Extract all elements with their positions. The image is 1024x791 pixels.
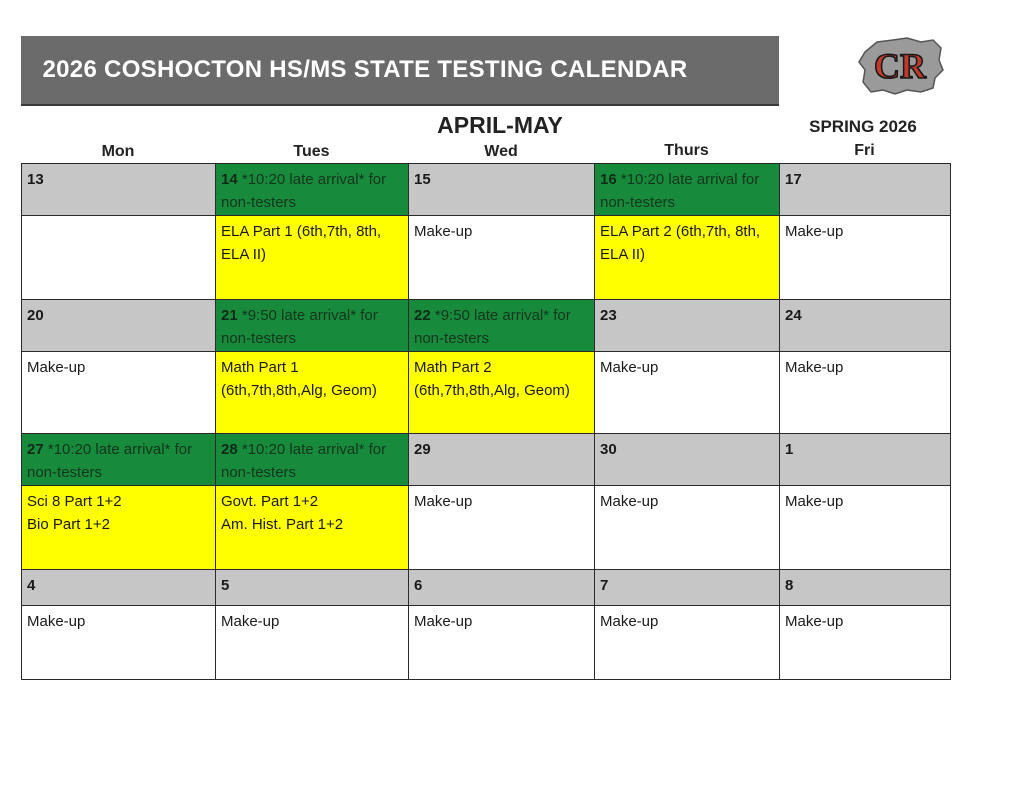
late-arrival-note: *10:20 late arrival* for non-testers: [221, 171, 387, 211]
late-arrival-note: *10:20 late arrival for non-testers: [600, 171, 760, 211]
late-arrival-note: *10:20 late arrival* for non-testers: [221, 441, 387, 481]
test-cell: Sci 8 Part 1+2 Bio Part 1+2: [22, 486, 216, 570]
day-header-tues: Tues: [293, 143, 330, 160]
date-cell: 5: [216, 570, 409, 606]
late-arrival-note: *10:20 late arrival* for non-testers: [27, 441, 193, 481]
date-cell: 30: [595, 434, 780, 486]
date-cell: 1: [780, 434, 951, 486]
day-header-mon: Mon: [101, 143, 135, 160]
week-1-dates: [22, 164, 951, 216]
week-3-dates: [22, 434, 951, 486]
day-header-fri: Fri: [854, 142, 875, 159]
page-title: 2026 COSHOCTON HS/MS STATE TESTING CALENDAR: [42, 56, 688, 83]
test-cell: Math Part 2 (6th,7th,8th,Alg, Geom): [409, 352, 595, 434]
test-cell: Make-up: [409, 216, 595, 300]
test-cell: Make-up: [22, 352, 216, 434]
date-cell: 28 *10:20 late arrival* for non-testers: [216, 434, 409, 486]
test-cell: Make-up: [780, 216, 951, 300]
week-3-tests: [22, 486, 951, 570]
test-cell: Make-up: [409, 486, 595, 570]
test-cell: Make-up: [780, 606, 951, 680]
week-1-tests: [22, 216, 951, 300]
week-4-dates: [22, 570, 951, 606]
test-cell: Math Part 1 (6th,7th,8th,Alg, Geom): [216, 352, 409, 434]
date-cell: 15: [409, 164, 595, 216]
week-2-tests: [22, 352, 951, 434]
test-cell: Make-up: [22, 606, 216, 680]
logo-lettering: CR: [874, 46, 926, 86]
test-cell: Make-up: [780, 486, 951, 570]
date-cell: 8: [780, 570, 951, 606]
date-cell: 16 *10:20 late arrival for non-testers: [595, 164, 780, 216]
date-cell: 27 *10:20 late arrival* for non-testers: [22, 434, 216, 486]
test-cell: Govt. Part 1+2 Am. Hist. Part 1+2: [216, 486, 409, 570]
test-cell: Make-up: [409, 606, 595, 680]
date-cell: 17: [780, 164, 951, 216]
title-banner: [21, 36, 779, 106]
date-cell: 23: [595, 300, 780, 352]
late-arrival-note: *9:50 late arrival* for non-testers: [221, 307, 378, 347]
date-cell: 22 *9:50 late arrival* for non-testers: [409, 300, 595, 352]
test-cell: ELA Part 1 (6th,7th, 8th, ELA II): [216, 216, 409, 300]
date-cell: 24: [780, 300, 951, 352]
testing-calendar-grid: [21, 163, 951, 680]
date-cell: 6: [409, 570, 595, 606]
test-cell: Make-up: [595, 352, 780, 434]
school-logo: [855, 34, 945, 96]
test-cell: [22, 216, 216, 300]
test-cell: Make-up: [216, 606, 409, 680]
date-cell: 13: [22, 164, 216, 216]
test-cell: Make-up: [595, 486, 780, 570]
test-cell: ELA Part 2 (6th,7th, 8th, ELA II): [595, 216, 780, 300]
season-label: SPRING 2026: [809, 117, 917, 136]
week-2-dates: [22, 300, 951, 352]
date-cell: 4: [22, 570, 216, 606]
test-cell: Make-up: [780, 352, 951, 434]
late-arrival-note: *9:50 late arrival* for non-testers: [414, 307, 571, 347]
date-cell: 7: [595, 570, 780, 606]
month-range: APRIL-MAY: [437, 112, 563, 138]
test-cell: Make-up: [595, 606, 780, 680]
date-cell: 21 *9:50 late arrival* for non-testers: [216, 300, 409, 352]
week-4-tests: [22, 606, 951, 680]
date-cell: 20: [22, 300, 216, 352]
day-header-thurs: Thurs: [664, 142, 709, 159]
date-cell: 29: [409, 434, 595, 486]
day-header-wed: Wed: [484, 143, 518, 160]
date-cell: 14 *10:20 late arrival* for non-testers: [216, 164, 409, 216]
